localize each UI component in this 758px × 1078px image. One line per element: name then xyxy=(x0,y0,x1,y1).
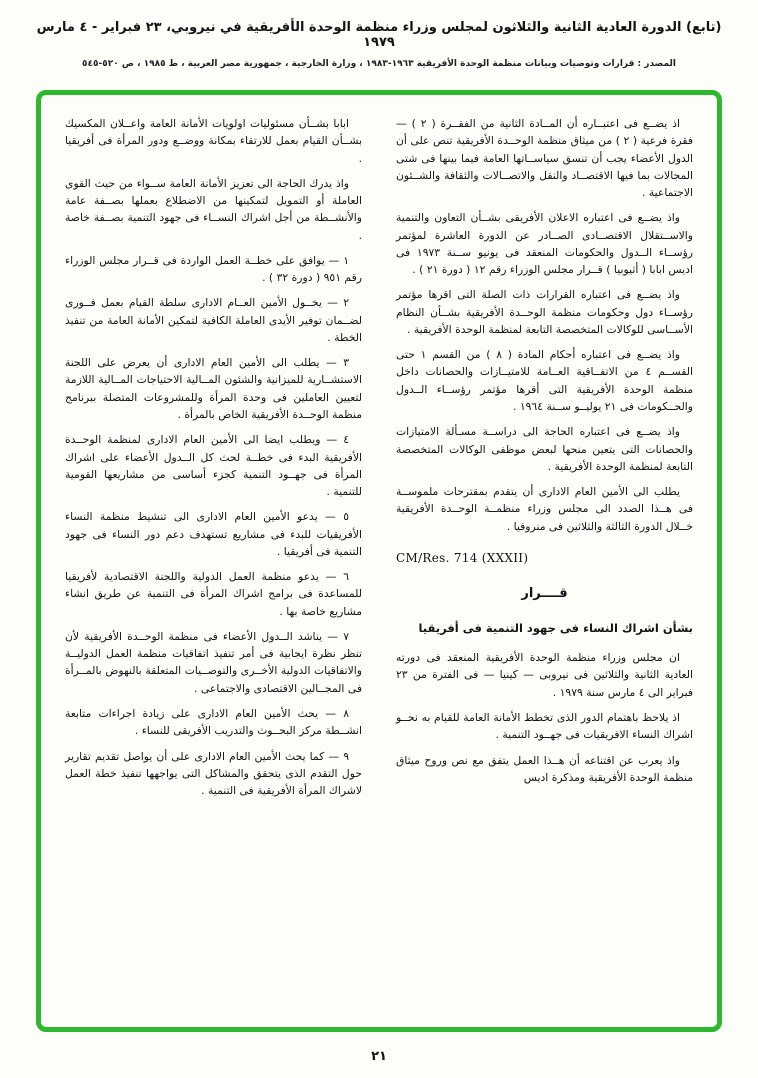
recital-paragraph: اذ يلاحظ باهتمام الدور الذى تخطط الأمانة العامة للقيام به نحــو اشراك النساء الافريقيات فى جهــود التنمية . xyxy=(396,711,693,742)
document-header xyxy=(0,0,758,69)
column-right xyxy=(396,115,693,1011)
operative-paragraph: يطلب الى الأمين العام الادارى أن يتقدم بمقترحات ملموســة فى هــذا الصدد الى مجلس وزراء منظمــة الوحــدة الأفريقية خــلال الدورة الثالثة والثلاثين فى منروفيا . xyxy=(396,485,693,533)
page-number: ٢١ xyxy=(371,1049,387,1064)
recital-paragraph: واذ يدرك الحاجة الى تعزيز الأمانة العامة ســواء من حيث القوى العاملة أو التمويل لتمكينها من الاضطلاع بعملها بصــفة عامة والأنشــطة من أجل اشراك النســاء فى جهود التنمية بصــفة خاصة . xyxy=(65,176,362,242)
numbered-item-9: ٩ — كما يحث الأمين العام الادارى على أن يواصل تقديم تقارير حول التقدم الذى يتحقق والمشاكل التى يواجهها تنفيذ خطة العمل لاشراك المرأة الأفريقية فى التنمية . xyxy=(65,749,362,798)
numbered-item-2: ٢ — يخــول الأمين العــام الادارى سلطة القيام بعمل فــورى لضــمان توفير الأيدى العاملة الكافية لتمكين الأمانة العامة من تنفيذ الخطة . xyxy=(65,296,362,344)
recital-paragraph: واذ يضــع فى اعتباره الاعلان الأفريقى بشــأن التعاون والتنمية والاســتقلال الاقتصــادى الصــادر عن الدورة العاشرة لمؤتمر رؤســاء الــدول والحكومات المنعقد فى يونيو ســنة ١٩٧٣ فى اديس ابابا ( أثيوبيا ) قــرار مجلس الوزراء رقم ١٢ ( دورة ٢١ ) . xyxy=(396,211,694,277)
recital-paragraph: اذ يضــع فى اعتبــاره أن المــادة الثانية من الفقــرة ( ٢ ) — فقرة فرعية ( ٢ ) من ميثاق منظمة الوحــدة الأفريقية تنص على أن الدول الأعضاء يجب أن تنسق سياســاتها العامة فيما بينها فى شتى المجالات بما فيها الاقتصــاد والنقل والاتصــالات والثقافة والشــئون الاجتماعية . xyxy=(396,117,693,200)
recital-paragraph: واذ يعرب عن اقتناعه أن هــذا العمل يتفق مع نص وروح ميثاق منظمة الوحدة الأفريقية ومذكرة اديس xyxy=(396,753,693,784)
numbered-item-5: ٥ — يدعو الأمين العام الادارى الى تنشيط منظمة النساء الأفريقيات للبدء فى مشاريع تستهدف دعم دور النساء فى جهود التنمية فى أفريقيا . xyxy=(65,510,362,558)
numbered-item-6: ٦ — يدعو منظمة العمل الدولية واللجنة الاقتصادية لأفريقيا للمساعدة فى برامج اشراك المرأة فى التنمية عن طريق انشاء مشاريع خاصة بها . xyxy=(65,570,362,618)
column-left xyxy=(65,115,362,1011)
numbered-item-3: ٣ — يطلب الى الأمين العام الادارى أن يعرض على اللجنة الاستشــارية للميزانية والشئون المــالية الاحتياجات المــالية اللازمة لتعيين العاملين فى وحدة المرأة وللمشروعات المتصلة ببرنامج منظمة الوحــدة الأفريقية الخاص بالمرأة . xyxy=(65,356,362,421)
recital-paragraph: واذ يضــع فى اعتباره القرارات ذات الصلة التى اقرها مؤتمر رؤســاء دول وحكومات منظمة الوحــدة الأفريقية بشــأن النظام الأســاسى للوكالات المتخصصة التابعة لمنظمة الوحدة الأفريقية . xyxy=(396,288,693,336)
content-frame xyxy=(36,90,722,1032)
continuation-paragraph: ابابا بشــأن مسئوليات اولويات الأمانة العامة واعــلان المكسيك بشــأن القيام بعمل للارتقاء بمكانة ووضــع ودور المرأة فى أفريقيا . xyxy=(65,117,362,165)
resolution-reference: CM/Res. 714 (XXXII) xyxy=(396,550,529,565)
numbered-item-7: ٧ — يناشد الــدول الأعضاء فى منظمة الوحــدة الأفريقية لأن تنظر نظرة ايجابية فى أمر تنفيذ اتفاقيات منظمة العمل الدوليــة والاتفاقيات الدولية الأخــرى والتوصــيات المتعلقة بالنهوض بالمــرأة فى المجــالين الاقتصادى والاجتماعى . xyxy=(65,629,362,695)
preamble-paragraph: ان مجلس وزراء منظمة الوحدة الأفريقية المنعقد فى دورته العادية الثانية والثلاثين فى نيروبى — كينيا — فى الفترة من ٢٣ فبراير الى ٤ مارس سنة ١٩٧٩ . xyxy=(396,651,693,699)
recital-paragraph: واذ يضــع فى اعتباره أحكام المادة ( ٨ ) من القسم ١ حتى القســم ٤ من الاتفــاقية العــامة للامتيــازات والحصانات داخل منظمة الوحدة الأفريقية التى أقرها مؤتمر رؤســاء الــدول والحــكومات فى ٢١ يوليــو ســنة ١٩٦٤ . xyxy=(396,348,694,413)
numbered-item-4: ٤ — ويطلب ايضا الى الأمين العام الادارى لمنظمة الوحــدة الأفريقية البدء فى خطــة لحث كل الــدول الأعضاء على اشراك المرأة فى جهــود التنمية كجزء أساسى من مشاريعها القومية للتنمية . xyxy=(65,433,362,499)
two-column-layout xyxy=(65,115,693,1011)
recital-paragraph: واذ يضــع فى اعتباره الحاجة الى دراســة مسـألة الامتيازات والحصانات التى يتعين منحها لبعض موظفى الوكالات المتخصصة التابعة لمنظمة الوحدة الأفريقية . xyxy=(396,425,693,473)
resolution-subtitle: بشأن اشراك النساء فى جهود التنمية فى أفريقيا xyxy=(418,620,693,635)
header-title: (تابع) الدورة العادية الثانية والثلاثون لمجلس وزراء منظمة الوحدة الأفريقية في نيروبي، ٢٣ فبراير - ٤ مارس ١٩٧٩ xyxy=(36,20,722,50)
resolution-title: قــــرار xyxy=(521,586,568,602)
header-source-line: المصدر : قرارات وتوصيات وبيانات منظمة الوحدة الأفريقية ١٩٦٣-١٩٨٣ ، وزارة الخارجية ، جمهورية مصر العربية ، ط ١٩٨٥ ، ص ٥٢٠-٥٤٥ xyxy=(81,59,677,69)
numbered-item-8: ٨ — يحث الأمين العام الادارى على زيادة اجراءات متابعة انشــطة مركز البحــوث والتدريب الأفريقى للنساء . xyxy=(65,706,362,738)
numbered-item-1: ١ — يوافق على خطــة العمل الواردة فى قــرار مجلس الوزراء رقم ٩٥١ ( دورة ٣٢ ) . xyxy=(65,253,362,285)
